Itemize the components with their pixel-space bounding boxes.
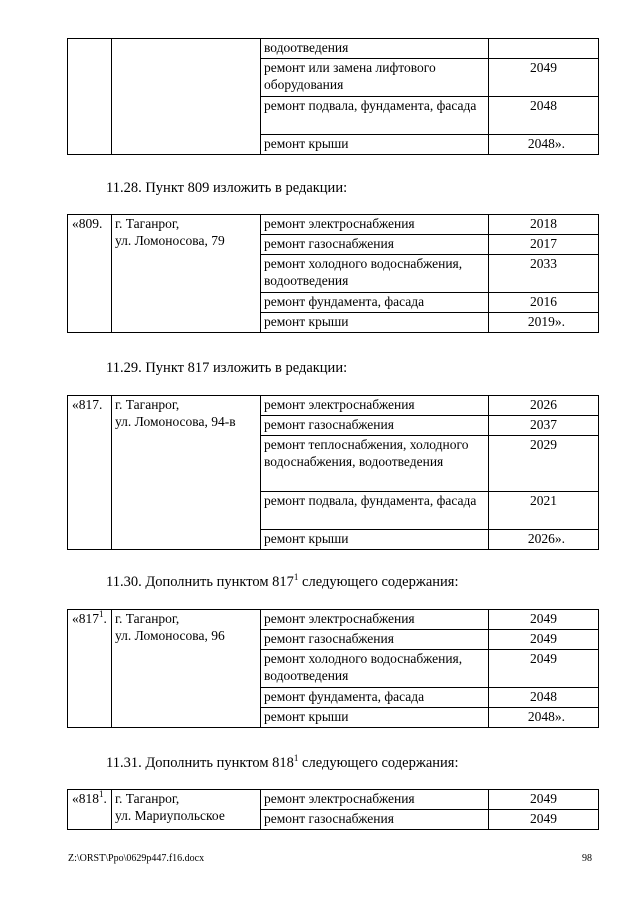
table-row — [68, 790, 599, 810]
service-cell: ремонт газоснабжения — [261, 235, 489, 255]
superscript: 1 — [99, 609, 104, 619]
year-cell: 2049 — [489, 810, 599, 830]
year-cell: 2048». — [489, 708, 599, 728]
service-cell: ремонт холодного водоснабжения, водоотведения — [261, 650, 489, 688]
address-cell — [112, 215, 261, 333]
service-cell: ремонт фундамента, фасада — [261, 688, 489, 708]
address-city: г. Таганрог, — [115, 397, 180, 412]
service-cell: ремонт крыши — [261, 313, 489, 333]
service-cell: ремонт подвала, фундамента, фасада — [261, 97, 489, 135]
superscript: 1 — [293, 572, 299, 582]
service-cell: ремонт крыши — [261, 530, 489, 550]
table-row — [68, 396, 599, 416]
service-cell: ремонт крыши — [261, 708, 489, 728]
address-street: ул. Мариупольское — [115, 808, 225, 823]
service-cell: ремонт газоснабжения — [261, 416, 489, 436]
year-cell: 2026». — [489, 530, 599, 550]
table-row — [68, 215, 599, 235]
service-cell: ремонт холодного водоснабжения, водоотведения — [261, 255, 489, 293]
item-number-cell: «809. — [68, 215, 112, 333]
year-cell: 2037 — [489, 416, 599, 436]
year-cell: 2049 — [489, 610, 599, 630]
table-row — [68, 39, 599, 59]
service-cell: ремонт электроснабжения — [261, 396, 489, 416]
year-cell: 2018 — [489, 215, 599, 235]
service-cell: ремонт или замена лифтового оборудования — [261, 59, 489, 97]
year-cell: 2049 — [489, 630, 599, 650]
address-cell — [112, 610, 261, 728]
item-number-cell — [68, 610, 112, 728]
address-cell — [112, 790, 261, 830]
item-number-dot: . — [103, 791, 107, 806]
year-cell: 2049 — [489, 650, 599, 688]
year-cell: 2021 — [489, 492, 599, 530]
address-city: г. Таганрог, — [115, 216, 180, 231]
year-cell: 2017 — [489, 235, 599, 255]
year-cell: 2048 — [489, 97, 599, 135]
service-cell: ремонт фундамента, фасада — [261, 293, 489, 313]
year-cell: 2048 — [489, 688, 599, 708]
year-cell: 2019». — [489, 313, 599, 333]
amendment-paragraph — [106, 573, 459, 591]
table-continuation — [67, 38, 599, 155]
service-cell: ремонт электроснабжения — [261, 215, 489, 235]
service-cell: ремонт крыши — [261, 135, 489, 155]
service-cell: ремонт газоснабжения — [261, 810, 489, 830]
amendment-paragraph — [106, 754, 459, 772]
item-number-cell — [68, 790, 112, 830]
amendment-paragraph: 11.28. Пункт 809 изложить в редакции: — [106, 180, 348, 196]
address-cell — [112, 396, 261, 550]
address-city: г. Таганрог, — [115, 791, 180, 806]
paragraph-text: 11.30. Дополнить пунктом 817 — [106, 574, 294, 590]
page-number: 98 — [582, 853, 592, 864]
table-item-817 — [67, 395, 599, 550]
table-item-817-1 — [67, 609, 599, 728]
year-cell: 2033 — [489, 255, 599, 293]
year-cell: 2016 — [489, 293, 599, 313]
footer-file-path: Z:\ORST\Ppo\0629p447.f16.docx — [68, 853, 205, 864]
service-cell: ремонт подвала, фундамента, фасада — [261, 492, 489, 530]
year-cell: 2049 — [489, 59, 599, 97]
year-cell: 2049 — [489, 790, 599, 810]
service-cell: ремонт электроснабжения — [261, 610, 489, 630]
service-cell: ремонт электроснабжения — [261, 790, 489, 810]
amendment-paragraph: 11.29. Пункт 817 изложить в редакции: — [106, 360, 348, 376]
superscript: 1 — [293, 753, 299, 763]
item-number-dot: . — [103, 611, 107, 626]
table-row — [68, 610, 599, 630]
address-cell — [112, 39, 261, 155]
address-street: ул. Ломоносова, 96 — [115, 628, 225, 643]
address-street: ул. Ломоносова, 79 — [115, 233, 225, 248]
service-cell: ремонт газоснабжения — [261, 630, 489, 650]
year-cell: 2048». — [489, 135, 599, 155]
item-number: «818 — [72, 791, 99, 806]
paragraph-text: 11.31. Дополнить пунктом 818 — [106, 755, 294, 771]
item-number-cell: «817. — [68, 396, 112, 550]
address-street: ул. Ломоносова, 94-в — [115, 414, 236, 429]
service-cell: ремонт теплоснабжения, холодного водоснабжения, водоотведения — [261, 436, 489, 492]
table-item-818-1 — [67, 789, 599, 830]
table-item-809 — [67, 214, 599, 333]
superscript: 1 — [99, 789, 104, 799]
address-city: г. Таганрог, — [115, 611, 180, 626]
year-cell: 2026 — [489, 396, 599, 416]
paragraph-text: следующего содержания: — [298, 755, 459, 771]
item-number: «817 — [72, 611, 99, 626]
year-cell — [489, 39, 599, 59]
paragraph-text: следующего содержания: — [298, 574, 459, 590]
year-cell: 2029 — [489, 436, 599, 492]
item-number-cell — [68, 39, 112, 155]
service-cell: водоотведения — [261, 39, 489, 59]
